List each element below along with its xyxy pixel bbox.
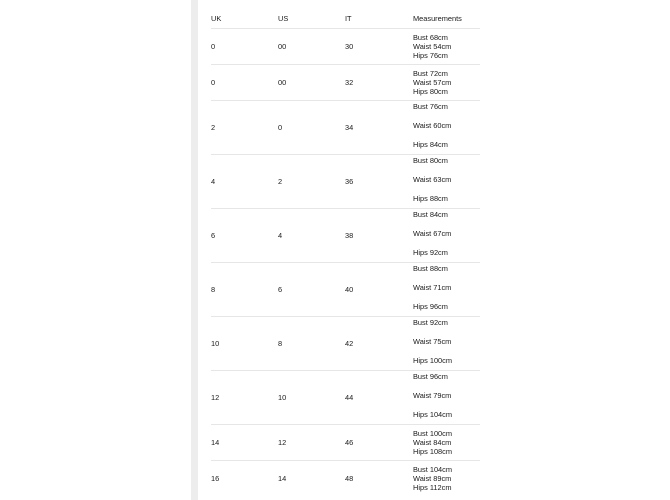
table-row	[211, 371, 480, 425]
cell-it: 32	[345, 78, 354, 87]
hips-value: Hips 88cm	[413, 194, 448, 203]
cell-it: 40	[345, 285, 354, 294]
cell-us: 6	[278, 285, 283, 294]
cell-uk: 16	[211, 474, 220, 483]
cell-uk: 0	[211, 42, 216, 51]
table-header-row	[211, 9, 480, 29]
cell-us: 4	[278, 231, 283, 240]
cell-us: 0	[278, 123, 283, 132]
cell-measurements	[413, 29, 480, 65]
table-row	[211, 317, 480, 371]
waist-value: Waist 60cm	[413, 121, 452, 130]
cell-us: 00	[278, 78, 287, 87]
cell-measurements	[413, 317, 480, 371]
cell-uk: 10	[211, 339, 220, 348]
cell-measurements	[413, 65, 480, 101]
cell-uk: 12	[211, 393, 220, 402]
waist-value: Waist 67cm	[413, 229, 452, 238]
header-us: US	[278, 14, 289, 23]
hips-value: Hips 84cm	[413, 140, 448, 149]
table-row	[211, 263, 480, 317]
waist-value: Waist 79cm	[413, 391, 452, 400]
cell-it: 42	[345, 339, 354, 348]
cell-measurements	[413, 209, 480, 263]
hips-value: Hips 80cm	[413, 87, 448, 96]
bust-value: Bust 80cm	[413, 156, 448, 165]
bust-value: Bust 76cm	[413, 102, 448, 111]
cell-us: 10	[278, 393, 287, 402]
cell-measurements	[413, 263, 480, 317]
cell-us: 8	[278, 339, 283, 348]
cell-uk: 0	[211, 78, 216, 87]
waist-value: Waist 75cm	[413, 337, 452, 346]
cell-measurements	[413, 155, 480, 209]
cell-us: 12	[278, 438, 287, 447]
table-row	[211, 101, 480, 155]
cell-uk: 6	[211, 231, 216, 240]
hips-value: Hips 76cm	[413, 51, 448, 60]
table-row	[211, 29, 480, 65]
header-it: IT	[345, 14, 352, 23]
waist-value: Waist 84cm	[413, 438, 452, 447]
hips-value: Hips 92cm	[413, 248, 448, 257]
table-row	[211, 155, 480, 209]
cell-measurements	[413, 371, 480, 425]
header-measurements: Measurements	[413, 14, 462, 23]
bust-value: Bust 88cm	[413, 264, 448, 273]
cell-it: 38	[345, 231, 354, 240]
cell-us: 2	[278, 177, 283, 186]
waist-value: Waist 89cm	[413, 474, 452, 483]
cell-it: 30	[345, 42, 354, 51]
table-row	[211, 65, 480, 101]
bust-value: Bust 72cm	[413, 69, 448, 78]
cell-it: 36	[345, 177, 354, 186]
header-uk: UK	[211, 14, 222, 23]
cell-uk: 8	[211, 285, 216, 294]
cell-us: 14	[278, 474, 287, 483]
waist-value: Waist 57cm	[413, 78, 452, 87]
cell-us: 00	[278, 42, 287, 51]
cell-it: 34	[345, 123, 354, 132]
bust-value: Bust 84cm	[413, 210, 448, 219]
table-row	[211, 425, 480, 461]
bust-value: Bust 96cm	[413, 372, 448, 381]
bust-value: Bust 92cm	[413, 318, 448, 327]
cell-measurements	[413, 461, 480, 497]
size-chart-table	[211, 9, 480, 496]
cell-uk: 4	[211, 177, 216, 186]
table-row	[211, 209, 480, 263]
cell-it: 44	[345, 393, 354, 402]
hips-value: Hips 112cm	[413, 483, 452, 492]
hips-value: Hips 104cm	[413, 410, 453, 419]
cell-measurements	[413, 425, 480, 461]
waist-value: Waist 54cm	[413, 42, 452, 51]
bust-value: Bust 104cm	[413, 465, 453, 474]
cell-measurements	[413, 101, 480, 155]
waist-value: Waist 63cm	[413, 175, 452, 184]
panel-divider	[191, 0, 198, 500]
cell-uk: 2	[211, 123, 216, 132]
waist-value: Waist 71cm	[413, 283, 452, 292]
cell-uk: 14	[211, 438, 220, 447]
bust-value: Bust 68cm	[413, 33, 448, 42]
cell-it: 46	[345, 438, 354, 447]
hips-value: Hips 100cm	[413, 356, 453, 365]
cell-it: 48	[345, 474, 354, 483]
bust-value: Bust 100cm	[413, 429, 453, 438]
hips-value: Hips 108cm	[413, 447, 453, 456]
hips-value: Hips 96cm	[413, 302, 448, 311]
table-row	[211, 461, 480, 497]
